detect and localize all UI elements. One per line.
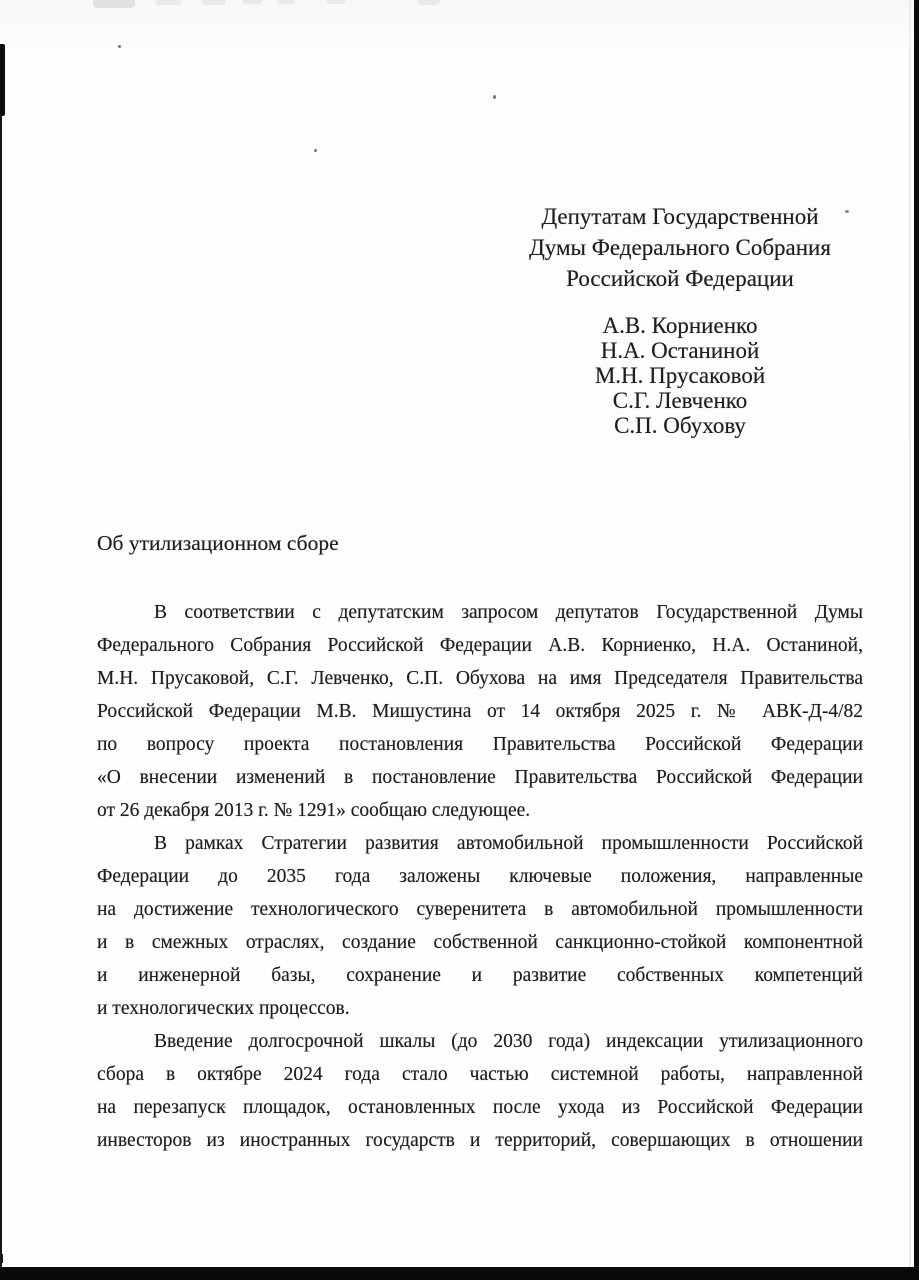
paragraph-line: М.Н. Прусаковой, С.Г. Левченко, С.П. Обухова на имя Председателя Правительства xyxy=(97,668,863,689)
bottom-left-notch xyxy=(0,1254,3,1263)
paragraph-line: Федерального Собрания Российской Федерации А.В. Корниенко, Н.А. Останиной, xyxy=(97,635,863,656)
toolbar-pill-shape xyxy=(93,0,135,8)
paragraph-line: и в смежных отраслях, создание собственной санкционно-стойкой компонентной xyxy=(97,932,863,953)
addressee-line: Думы Федерального Собрания xyxy=(529,235,831,260)
addressee-name: А.В. Корниенко xyxy=(602,313,758,338)
toolbar-smudge xyxy=(327,0,345,4)
paragraph-line: на достижение технологического суверенитета в автомобильной промышленности xyxy=(97,899,863,920)
addressee-name: М.Н. Прусаковой xyxy=(594,363,766,388)
toolbar-smudge xyxy=(155,0,181,5)
addressee-line: Российской Федерации xyxy=(566,266,794,291)
paragraph-line: Федерации до 2035 года заложены ключевые положения, направленные xyxy=(97,866,863,887)
addressee-block xyxy=(460,201,900,294)
paragraph-line: сбора в октябре 2024 года стало частью системной работы, направленной xyxy=(97,1064,863,1085)
paragraph-line: Российской Федерации М.В. Мишустина от 14 октября 2025 г. № АВК-Д-4/82 xyxy=(97,701,863,722)
addressee-name: С.Г. Левченко xyxy=(612,388,748,413)
page-edge-shadow xyxy=(909,0,911,1280)
paragraph-line: Введение долгосрочной шкалы (до 2030 года) индексации утилизационного xyxy=(154,1031,863,1052)
paragraph-line: инвесторов из иностранных государств и территорий, совершающих в отношении xyxy=(97,1130,863,1151)
toolbar-smudge xyxy=(243,0,262,4)
paragraph-line: В соответствии с депутатским запросом депутатов Государственной Думы xyxy=(154,602,863,623)
paragraph-line: «О внесении изменений в постановление Правительства Российской Федерации xyxy=(97,767,863,788)
paragraph-line: на перезапуск площадок, остановленных после ухода из Российской Федерации xyxy=(97,1097,863,1118)
addressee-name: Н.А. Останиной xyxy=(600,338,760,363)
addressee-names-block xyxy=(480,313,880,438)
bottom-black-bar xyxy=(0,1267,919,1280)
subject-line: Об утилизационном сборе xyxy=(97,531,339,555)
letter-body xyxy=(97,596,863,1157)
page-left-edge-line xyxy=(0,44,2,1280)
cropped-toolbar-remnant xyxy=(0,0,919,10)
paragraph-line: и инженерной базы, сохранение и развитие собственных компетенций xyxy=(97,965,863,986)
scan-speckle xyxy=(314,149,317,152)
paragraph xyxy=(97,1025,863,1157)
toolbar-smudge xyxy=(202,0,226,5)
paragraph-line: по вопросу проекта постановления Правительства Российской Федерации xyxy=(97,734,863,755)
scan-speckle xyxy=(118,45,121,48)
page-right-edge-strip xyxy=(914,0,919,1280)
addressee-name: С.П. Обухову xyxy=(614,413,746,438)
scan-speckle xyxy=(493,95,496,99)
paragraph xyxy=(97,596,863,827)
paragraph-line: и технологических процессов. xyxy=(97,998,350,1019)
paragraph-line: от 26 декабря 2013 г. № 1291» сообщаю следующее. xyxy=(97,800,531,821)
toolbar-smudge xyxy=(418,0,440,5)
paragraph-line: В рамках Стратегии развития автомобильной промышленности Российской xyxy=(154,833,863,854)
addressee-line: Депутатам Государственной xyxy=(541,204,819,229)
toolbar-smudge xyxy=(277,0,295,4)
paragraph xyxy=(97,827,863,1025)
page-left-edge-mark xyxy=(0,44,5,116)
